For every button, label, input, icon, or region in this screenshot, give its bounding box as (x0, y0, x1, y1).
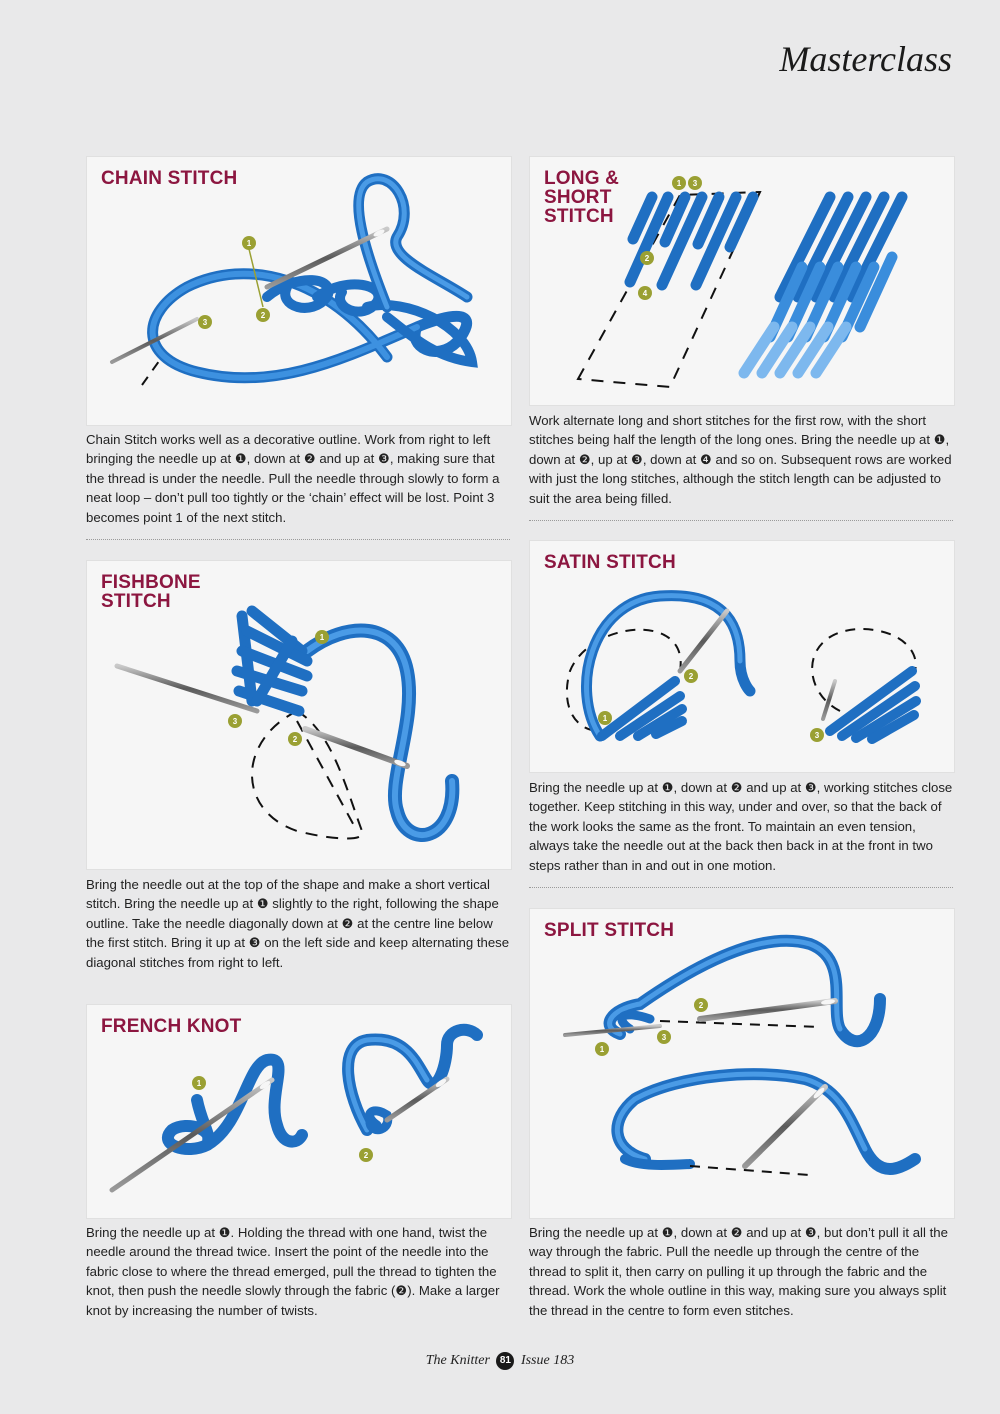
svg-text:2: 2 (260, 311, 266, 320)
svg-text:2: 2 (688, 672, 694, 681)
chain-stitch-illustration (87, 157, 511, 425)
satin-stitch-description: Bring the needle up at ❶, down at ❷ and up at ❸, working stitches close together. Keep stitching in this way, under and over, so that the back of the work looks the same as the front. To maintain an even tension, always take the needle out at the back then back in at the front in two steps rather than in and out in one motion. (529, 780, 953, 873)
fishbone-stitch-panel (86, 560, 512, 870)
marker-3 (688, 176, 702, 190)
divider (86, 539, 510, 540)
divider (529, 887, 953, 888)
long-short-stitch-description: Work alternate long and short stitches for the first row, with the short stitches being half the length of the long ones. Bring the needle up at ❶, down at ❷, up at ❸, down at ❹ and so on. Subsequent rows are worked with just the long stitches, although the stitch length can be adjusted to suit the area being filled. (529, 413, 952, 506)
svg-text:3: 3 (692, 179, 698, 188)
marker-1 (595, 1042, 609, 1056)
chain-stitch-panel (86, 156, 512, 426)
split-stitch-description: Bring the needle up at ❶, down at ❷ and up at ❸, but don’t pull it all the way through the fabric. Pull the needle up through the centre of the thread to split it, then carry on pulling it up through the fabric and the thread. Work the whole outline in this way, making sure you always split the thread in the centre to form even stitches. (529, 1225, 948, 1318)
section-header: Masterclass (779, 39, 952, 79)
svg-text:1: 1 (676, 179, 682, 188)
chain-stitch-title: CHAIN STITCH (101, 168, 238, 189)
marker-2 (694, 998, 708, 1012)
satin-stitch-panel (529, 540, 955, 773)
marker-2 (684, 669, 698, 683)
marker-2 (640, 251, 654, 265)
svg-text:3: 3 (814, 731, 820, 740)
svg-text:1: 1 (196, 1079, 202, 1088)
satin-stitch-title: SATIN STITCH (544, 552, 676, 573)
split-stitch-illustration (530, 909, 954, 1218)
svg-text:3: 3 (202, 318, 208, 327)
svg-text:3: 3 (232, 717, 238, 726)
svg-text:2: 2 (698, 1001, 704, 1010)
page-number: 81 (496, 1352, 514, 1370)
marker-3 (228, 714, 242, 728)
svg-text:3: 3 (661, 1033, 667, 1042)
svg-text:2: 2 (292, 735, 298, 744)
french-knot-panel (86, 1004, 512, 1219)
svg-text:4: 4 (642, 289, 648, 298)
svg-text:1: 1 (319, 633, 325, 642)
fishbone-stitch-illustration (87, 561, 511, 869)
svg-text:1: 1 (602, 714, 608, 723)
split-stitch-panel (529, 908, 955, 1219)
marker-1 (192, 1076, 206, 1090)
marker-2 (256, 308, 270, 322)
marker-1 (242, 236, 256, 250)
split-stitch-title: SPLIT STITCH (544, 920, 675, 941)
divider (529, 520, 953, 521)
marker-3 (657, 1030, 671, 1044)
french-knot-description: Bring the needle up at ❶. Holding the thread with one hand, twist the needle around the thread twice. Insert the point of the needle into the fabric close to where the thread emerged, pull the thread to tighten the knot, then push the needle slowly through the fabric (❷). Make a larger knot by increasing the number of twists. (86, 1225, 500, 1318)
marker-2 (359, 1148, 373, 1162)
issue-number: Issue 183 (520, 1353, 575, 1368)
marker-2 (288, 732, 302, 746)
marker-1 (315, 630, 329, 644)
marker-1 (598, 711, 612, 725)
marker-4 (638, 286, 652, 300)
fishbone-stitch-description: Bring the needle out at the top of the shape and make a short vertical stitch. Bring the needle up at ❶ slightly to the right, following the shape outline. Take the needle diagonally down at ❷ at the centre line below the first stitch. Bring it up at ❸ on the left side and keep alternating these diagonal stitches from right to left. (86, 877, 510, 970)
french-knot-title: FRENCH KNOT (101, 1016, 242, 1037)
marker-3 (810, 728, 824, 742)
long-short-stitch-panel (529, 156, 955, 406)
fishbone-stitch-title: FISHBONE STITCH (101, 572, 201, 612)
page-footer (0, 1352, 1000, 1370)
marker-1 (672, 176, 686, 190)
satin-stitch-illustration (530, 541, 954, 772)
svg-text:1: 1 (599, 1045, 605, 1054)
chain-stitch-description: Chain Stitch works well as a decorative outline. Work from right to left bringing the needle up at ❶, down at ❷ and up at ❸, making sure that the thread is under the needle. Pull the needle through slowly to form a neat loop – don’t pull too tightly or the ‘chain’ effect will be lost. Point 3 becomes point 1 of the next stitch. (86, 432, 500, 525)
svg-text:1: 1 (246, 239, 252, 248)
marker-3 (198, 315, 212, 329)
french-knot-illustration (87, 1005, 511, 1218)
svg-text:2: 2 (363, 1151, 369, 1160)
magazine-name: The Knitter (425, 1353, 490, 1368)
long-short-stitch-illustration (530, 157, 954, 405)
long-short-stitch-title: LONG & SHORT STITCH (544, 168, 620, 227)
svg-text:2: 2 (644, 254, 650, 263)
